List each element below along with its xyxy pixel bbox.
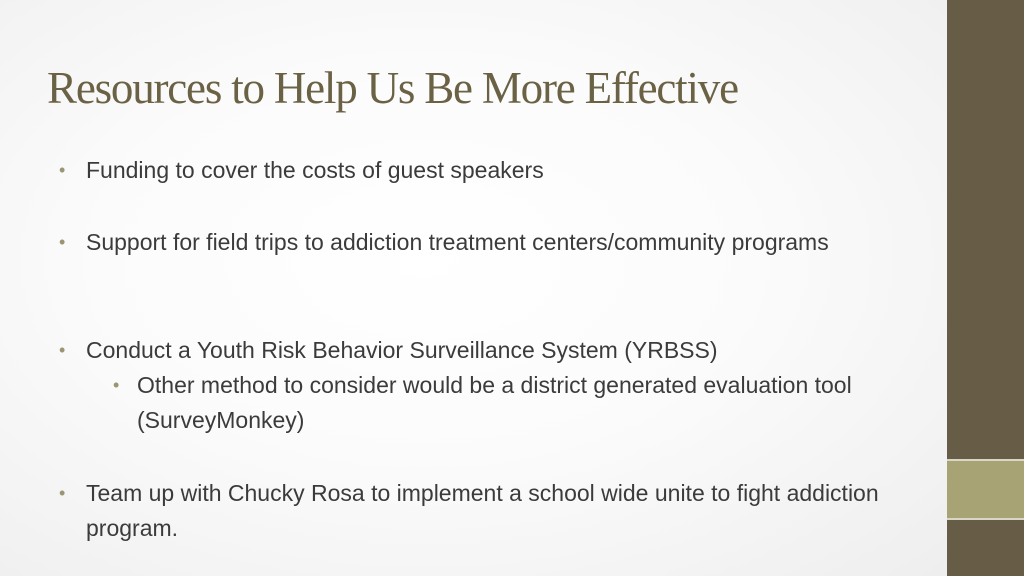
bullet-text: Support for field trips to addiction treatment centers/community programs (86, 229, 829, 255)
bullet-dot-icon: • (59, 340, 66, 360)
sub-bullet-text: Other method to consider would be a district generated evaluation tool (SurveyMonkey) (137, 372, 852, 433)
bullet-dot-icon: • (59, 160, 66, 180)
bullet-item (59, 476, 936, 546)
bullet-dot-icon: • (59, 232, 66, 252)
bullet-item (59, 333, 936, 368)
slide-title: Resources to Help Us Be More Effective (47, 63, 738, 113)
bullet-text: Funding to cover the costs of guest speakers (86, 157, 544, 183)
bullet-dot-icon: • (113, 375, 120, 395)
bullet-item (59, 225, 936, 260)
bullet-dot-icon: • (59, 483, 66, 503)
bullet-text: Conduct a Youth Risk Behavior Surveillance System (YRBSS) (86, 337, 718, 363)
sub-bullet-item (113, 368, 927, 438)
sidebar-divider-bottom (947, 518, 1024, 520)
bullet-item (59, 153, 936, 188)
sidebar-accent-block (947, 461, 1024, 518)
bullet-text: Team up with Chucky Rosa to implement a school wide unite to fight addiction program. (86, 480, 879, 541)
